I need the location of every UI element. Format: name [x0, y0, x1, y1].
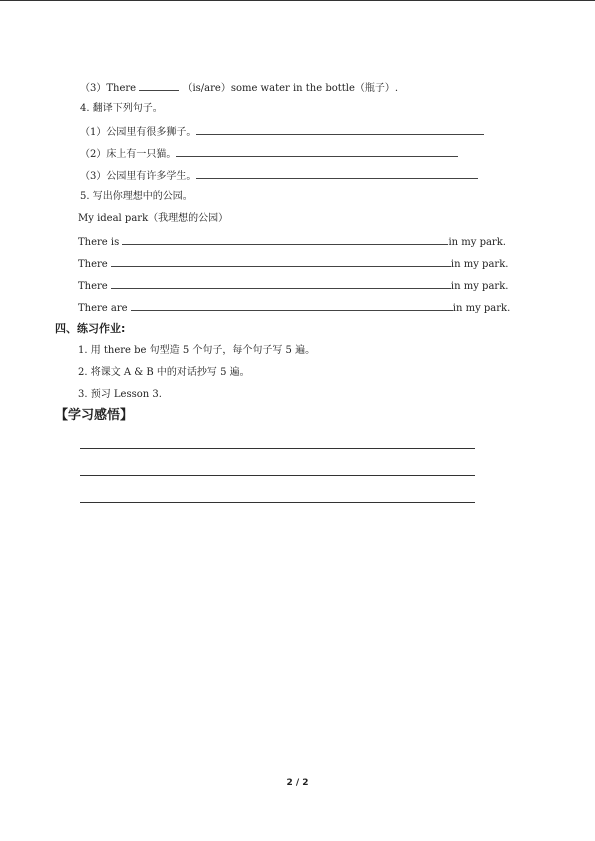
park-line-start: There: [78, 281, 108, 292]
q3-suffix: （is/are）some water in the bottle（瓶子）.: [182, 83, 399, 94]
park-line-end: in my park.: [448, 237, 506, 248]
reflection-line-1[interactable]: [80, 448, 475, 449]
answer-blank[interactable]: [196, 124, 484, 135]
park-line-2: [78, 256, 508, 272]
homework-item-2: 2. 将课文 A & B 中的对话抄写 5 遍。: [78, 367, 250, 378]
section-4-heading: 四、练习作业:: [55, 322, 126, 335]
answer-blank[interactable]: [176, 146, 458, 157]
answer-blank[interactable]: [111, 256, 451, 267]
park-line-end: in my park.: [450, 281, 509, 292]
homework-item-1: 1. 用 there be 句型造 5 个句子，每个句子写 5 遍。: [78, 345, 316, 356]
q4-item-text: （1）公园里有很多狮子。: [80, 127, 197, 138]
park-line-start: There is: [78, 237, 120, 248]
top-border: [0, 0, 595, 1]
q4-item-2: [80, 146, 458, 162]
q4-item-3: [80, 168, 478, 184]
answer-blank[interactable]: [131, 300, 453, 311]
reflection-line-3[interactable]: [80, 502, 475, 503]
q4-item-text: （2）床上有一只猫。: [80, 149, 177, 160]
question-4-title: 4. 翻译下列句子。: [80, 103, 163, 114]
question-5-subtitle: My ideal park（我理想的公园）: [78, 213, 229, 224]
answer-blank[interactable]: [111, 278, 451, 289]
question-5-title: 5. 写出你理想中的公园。: [80, 191, 193, 202]
q3-blank[interactable]: [139, 80, 179, 91]
park-line-3: [78, 278, 508, 294]
reflection-heading: 【学习感悟】: [55, 408, 134, 423]
page-number: 2 / 2: [286, 778, 309, 788]
park-line-1: [78, 234, 506, 250]
question-3-line: [80, 80, 398, 96]
reflection-line-2[interactable]: [80, 475, 475, 476]
park-line-end: in my park.: [450, 259, 509, 270]
q4-item-1: [80, 124, 484, 140]
park-line-4: [78, 300, 510, 316]
answer-blank[interactable]: [122, 234, 448, 245]
park-line-start: There are: [78, 303, 128, 314]
park-line-start: There: [78, 259, 108, 270]
q4-item-text: （3）公园里有许多学生。: [80, 171, 197, 182]
q3-prefix: （3）There: [80, 83, 137, 94]
homework-item-3: 3. 预习 Lesson 3.: [78, 389, 162, 400]
answer-blank[interactable]: [196, 168, 478, 179]
park-line-end: in my park.: [452, 303, 511, 314]
